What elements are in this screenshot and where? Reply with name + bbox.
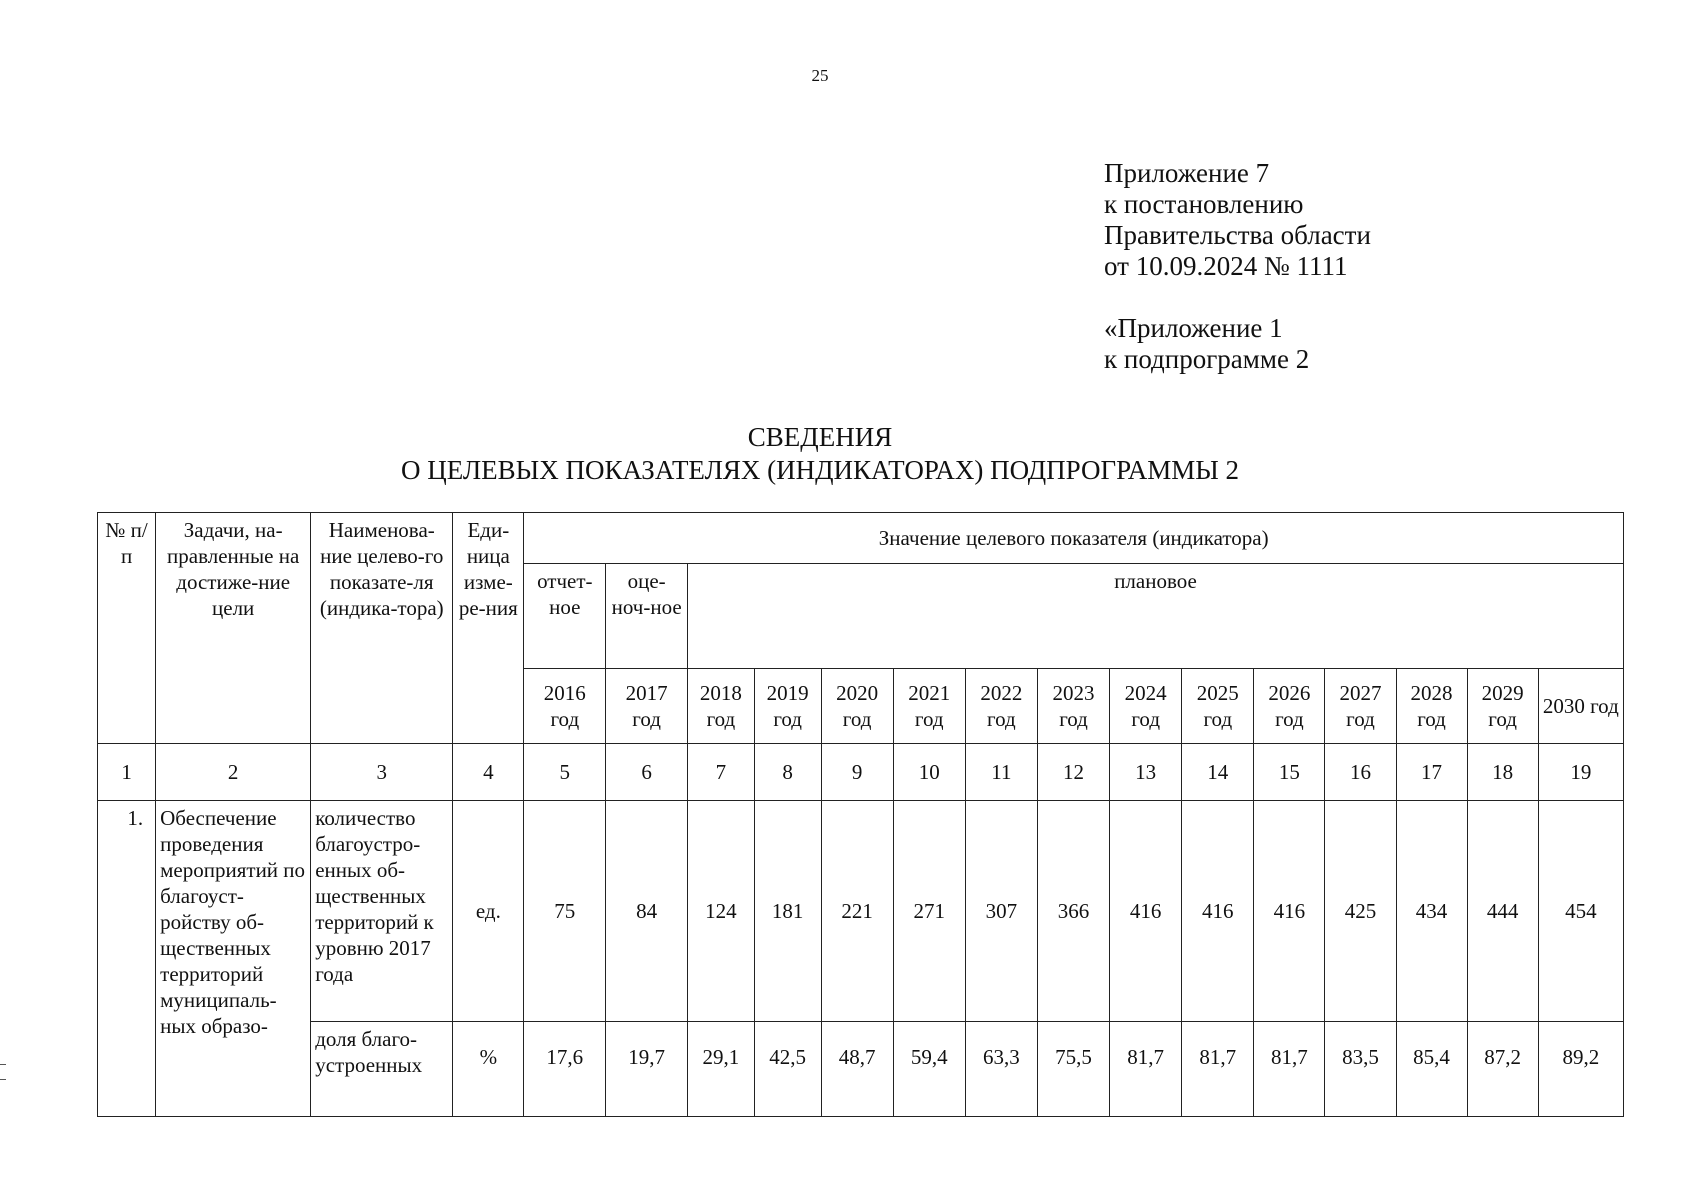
header-year: 2025 год [1182, 669, 1254, 744]
appendix-line: Приложение 7 [1104, 158, 1270, 188]
header-year: 2016 год [524, 669, 606, 744]
indicator-value: 84 [606, 801, 688, 1022]
appendix-gap [1104, 282, 1371, 313]
indicator-value: 416 [1254, 801, 1325, 1022]
indicator-value: 454 [1538, 801, 1623, 1022]
column-number: 1 [98, 744, 156, 801]
header-planned: плановое [688, 564, 1624, 669]
header-year: 2022 год [965, 669, 1037, 744]
header-year: 2021 год [893, 669, 965, 744]
header-year: 2023 год [1037, 669, 1109, 744]
header-year: 2028 год [1396, 669, 1467, 744]
header-estimated: оце-ноч-ное [606, 564, 688, 669]
indicator-value: 271 [893, 801, 965, 1022]
header-year: 2030 год [1538, 669, 1623, 744]
appendix-line: к подпрограмме 2 [1104, 344, 1310, 374]
document-title [0, 421, 1640, 487]
indicator-value: 181 [754, 801, 821, 1022]
scan-edge-marks [0, 1064, 6, 1080]
indicator-value: 307 [965, 801, 1037, 1022]
indicator-value: 425 [1325, 801, 1396, 1022]
header-unit: Еди-ница изме-ре-ния [453, 513, 524, 744]
indicator-value: 59,4 [893, 1022, 965, 1117]
indicator-value: 42,5 [754, 1022, 821, 1117]
indicator-value: 83,5 [1325, 1022, 1396, 1117]
column-number: 14 [1182, 744, 1254, 801]
column-number: 8 [754, 744, 821, 801]
column-number: 12 [1037, 744, 1109, 801]
header-year: 2026 год [1254, 669, 1325, 744]
column-number: 7 [688, 744, 755, 801]
indicator-value: 63,3 [965, 1022, 1037, 1117]
header-reported: отчет-ное [524, 564, 606, 669]
header-number: № п/п [98, 513, 156, 744]
indicator-value: 221 [821, 801, 893, 1022]
indicator-value: 48,7 [821, 1022, 893, 1117]
page-number: 25 [811, 66, 829, 85]
column-number: 13 [1110, 744, 1182, 801]
row-number: 1. [98, 801, 156, 1117]
header-year: 2017 год [606, 669, 688, 744]
indicator-value: 17,6 [524, 1022, 606, 1117]
appendix-line: от 10.09.2024 № 1111 [1104, 251, 1348, 281]
appendix-line: к постановлению [1104, 189, 1304, 219]
column-number: 2 [156, 744, 311, 801]
indicator-value: 81,7 [1110, 1022, 1182, 1117]
column-number: 16 [1325, 744, 1396, 801]
table-row [98, 1022, 1624, 1117]
indicator-value: 81,7 [1182, 1022, 1254, 1117]
indicator-value: 81,7 [1254, 1022, 1325, 1117]
indicator-value: 124 [688, 801, 755, 1022]
indicator-unit: % [453, 1022, 524, 1117]
indicator-value: 89,2 [1538, 1022, 1623, 1117]
indicator-value: 85,4 [1396, 1022, 1467, 1117]
table-row [98, 801, 1624, 1022]
appendix-line: Правительства области [1104, 220, 1371, 250]
column-number: 5 [524, 744, 606, 801]
header-year: 2027 год [1325, 669, 1396, 744]
header-year: 2029 год [1467, 669, 1538, 744]
indicator-name: количество благоустро-енных об-щественных территорий к уровню 2017 года [311, 801, 453, 1022]
indicator-value: 19,7 [606, 1022, 688, 1117]
indicator-value: 416 [1182, 801, 1254, 1022]
column-number: 15 [1254, 744, 1325, 801]
column-number: 19 [1538, 744, 1623, 801]
column-number: 17 [1396, 744, 1467, 801]
column-number: 3 [311, 744, 453, 801]
column-number: 4 [453, 744, 524, 801]
column-number: 9 [821, 744, 893, 801]
indicator-value: 75,5 [1037, 1022, 1109, 1117]
column-number: 11 [965, 744, 1037, 801]
header-year: 2020 год [821, 669, 893, 744]
indicator-name: доля благо-устроенных [311, 1022, 453, 1117]
indicator-value: 366 [1037, 801, 1109, 1022]
indicator-value: 75 [524, 801, 606, 1022]
column-number: 18 [1467, 744, 1538, 801]
appendix-line: «Приложение 1 [1104, 313, 1283, 343]
header-tasks: Задачи, на-правленные на достиже-ние цели [156, 513, 311, 744]
indicators-table [97, 512, 1624, 1117]
header-values-group: Значение целевого показателя (индикатора) [524, 513, 1624, 564]
header-indicator-name: Наименова-ние целево-го показате-ля (индика-тора) [311, 513, 453, 744]
indicator-value: 434 [1396, 801, 1467, 1022]
indicator-value: 416 [1110, 801, 1182, 1022]
indicator-value: 87,2 [1467, 1022, 1538, 1117]
title-line-2: О ЦЕЛЕВЫХ ПОКАЗАТЕЛЯХ (ИНДИКАТОРАХ) ПОДПРОГРАММЫ 2 [400, 455, 1240, 485]
indicator-value: 444 [1467, 801, 1538, 1022]
column-number: 10 [893, 744, 965, 801]
row-task: Обеспечение проведения мероприятий по благоуст-ройству об-щественных территорий муниципаль-ных образо- [156, 801, 311, 1117]
header-year: 2019 год [754, 669, 821, 744]
column-number: 6 [606, 744, 688, 801]
indicator-value: 29,1 [688, 1022, 755, 1117]
header-year: 2024 год [1110, 669, 1182, 744]
title-line-1: СВЕДЕНИЯ [747, 422, 893, 452]
indicator-unit: ед. [453, 801, 524, 1022]
appendix-block [1104, 158, 1371, 375]
header-year: 2018 год [688, 669, 755, 744]
